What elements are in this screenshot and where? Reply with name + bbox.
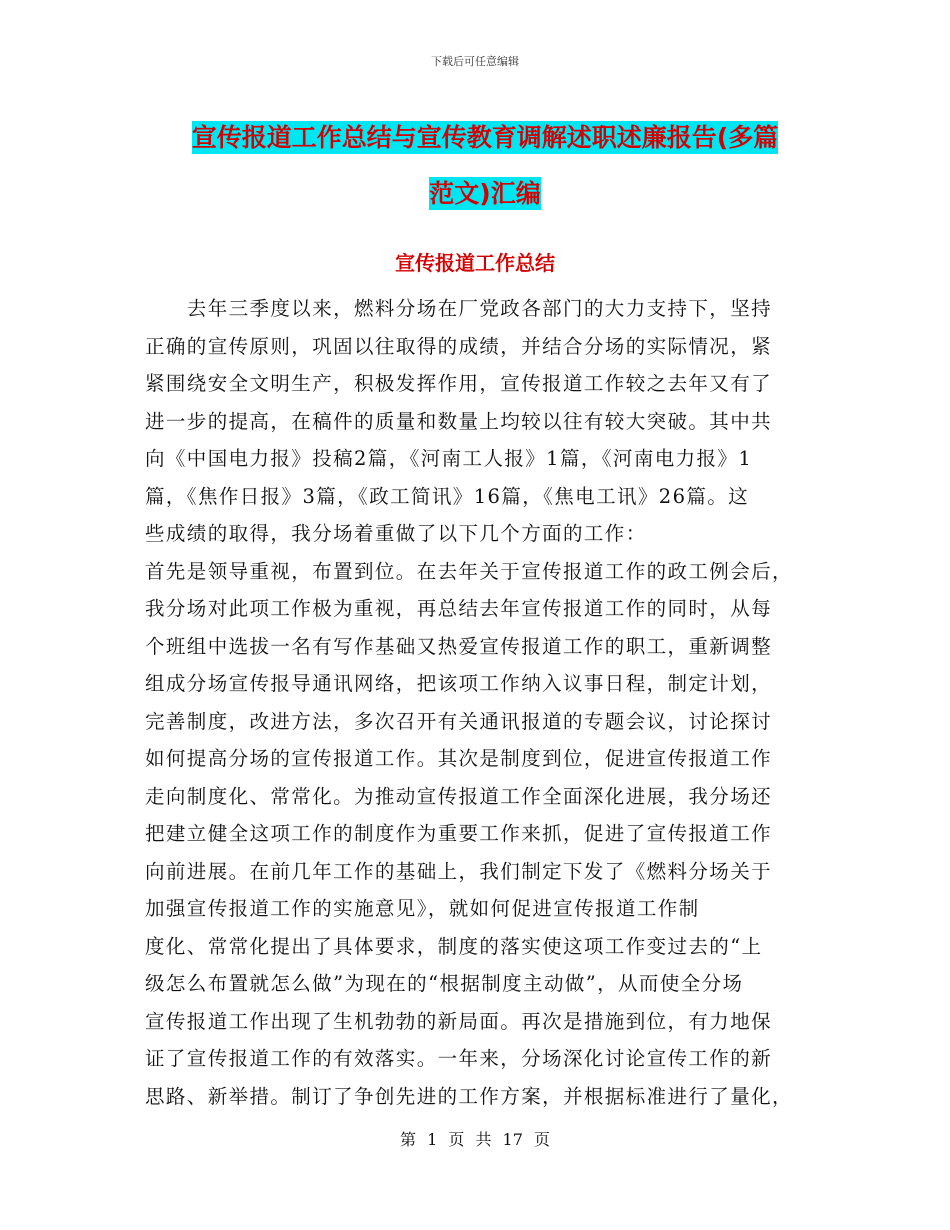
body-line: 些成绩的取得，我分场着重做了以下几个方面的工作： xyxy=(145,522,647,545)
document-title-line-1: 宣传报道工作总结与宣传教育调解述职述廉报告(多篇 xyxy=(191,123,779,152)
body-line: 正确的宣传原则，巩固以往取得的成绩，并结合分场的实际情况，紧 xyxy=(145,334,773,358)
body-line: 走向制度化、常常化。为推动宣传报道工作全面深化进展，我分场还 xyxy=(145,784,773,808)
body-line: 个班组中选拔一名有写作基础又热爱宣传报道工作的职工，重新调整 xyxy=(145,634,773,658)
body-line: 级怎么布置就怎么做”为现在的“根据制度主动做”，从而使全分场 xyxy=(145,972,744,995)
body-line: 去年三季度以来，燃料分场在厂党政各部门的大力支持下，坚持 xyxy=(145,297,773,320)
body-line: 证了宣传报道工作的有效落实。一年来，分场深化讨论宣传工作的新 xyxy=(145,1047,773,1070)
section-title: 宣传报道工作总结 xyxy=(395,251,555,275)
body-text xyxy=(145,290,805,1115)
body-line: 组成分场宣传报导通讯网络，把该项工作纳入议事日程，制定计划， xyxy=(145,672,773,695)
page-footer: 第 1 页 共 17 页 xyxy=(400,1130,550,1149)
body-line: 完善制度，改进方法，多次召开有关通讯报道的专题会议，讨论探讨 xyxy=(145,709,773,733)
body-line: 我分场对此项工作极为重视，再总结去年宣传报道工作的同时，从每 xyxy=(145,597,773,620)
body-line: 首先是领导重视，布置到位。在去年关于宣传报道工作的政工例会后， xyxy=(145,559,793,583)
body-line: 度化、常常化提出了具体要求，制度的落实使这项工作变过去的“上 xyxy=(145,934,763,958)
body-line: 进一步的提高，在稿件的质量和数量上均较以往有较大突破。其中共 xyxy=(145,409,773,433)
document-title xyxy=(140,110,830,222)
body-line: 向《中国电力报》投稿2篇，《河南工人报》1篇，《河南电力报》1 xyxy=(145,447,753,470)
body-line: 思路、新举措。制订了争创先进的工作方案，并根据标准进行了量化， xyxy=(145,1084,793,1108)
body-line: 篇，《焦作日报》3篇，《政工简讯》16篇，《焦电工讯》26篇。这 xyxy=(145,484,750,508)
body-line: 加强宣传报道工作的实施意见》，就如何促进宣传报道工作制 xyxy=(145,897,700,920)
document-title-line-2: 范文)汇编 xyxy=(429,179,541,208)
body-line: 把建立健全这项工作的制度作为重要工作来抓，促进了宣传报道工作 xyxy=(145,822,773,845)
page-header-note: 下载后可任意编辑 xyxy=(431,55,519,68)
body-line: 向前进展。在前几年工作的基础上，我们制定下发了《燃料分场关于 xyxy=(145,859,773,883)
body-line: 如何提高分场的宣传报道工作。其次是制度到位，促进宣传报道工作 xyxy=(145,747,773,770)
body-line: 紧围绕安全文明生产，积极发挥作用，宣传报道工作较之去年又有了 xyxy=(145,372,773,395)
body-line: 宣传报道工作出现了生机勃勃的新局面。再次是措施到位，有力地保 xyxy=(145,1009,773,1033)
